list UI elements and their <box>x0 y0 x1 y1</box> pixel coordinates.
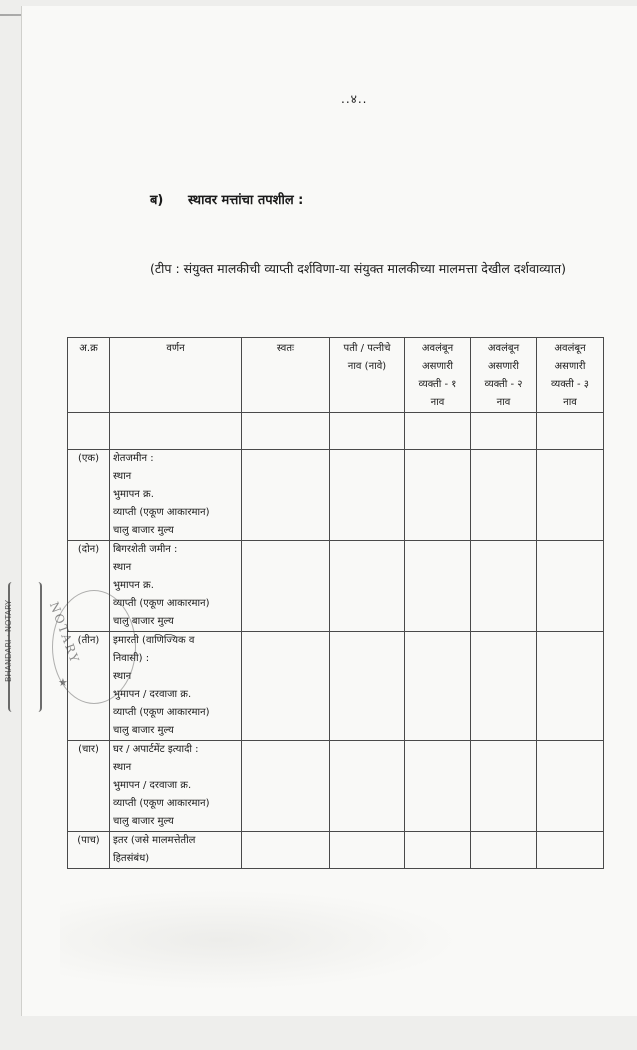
table-row <box>68 741 604 832</box>
table-cell <box>242 832 330 869</box>
star-icon: ★ <box>58 676 68 689</box>
notary-stamp-left-text: BHANDARI · NOTARY <box>4 600 13 682</box>
table-cell <box>405 413 471 450</box>
table-cell <box>471 741 537 832</box>
table-cell <box>330 413 405 450</box>
column-header <box>68 338 110 413</box>
description-line: निवासी) : <box>113 653 150 664</box>
table-cell <box>537 632 604 741</box>
column-header-line: असणारी <box>488 361 519 372</box>
table-cell <box>330 632 405 741</box>
table-cell <box>405 541 471 632</box>
section-mark: ब) <box>150 193 164 208</box>
table-cell <box>537 413 604 450</box>
table-row <box>68 541 604 632</box>
description-line: स्थान <box>113 471 132 482</box>
table-cell <box>330 832 405 869</box>
table-cell <box>68 413 110 450</box>
table-cell <box>471 541 537 632</box>
table-cell <box>330 450 405 541</box>
description-line: व्याप्ती (एकूण आकारमान) <box>113 598 210 609</box>
row-number: (दोन) <box>68 541 110 632</box>
column-header-line: नाव <box>563 397 577 408</box>
column-header-line: असणारी <box>422 361 453 372</box>
table-cell <box>471 832 537 869</box>
column-header-line: नाव <box>496 397 511 408</box>
column-header-line: नाव (नावे) <box>347 361 387 372</box>
immovable-assets-table <box>67 337 604 869</box>
description-line: भुमापन क्र. <box>113 580 154 591</box>
description-line: इतर (जसे मालमत्तेतील <box>113 835 196 846</box>
table-cell <box>537 450 604 541</box>
row-number: (पाच) <box>68 832 110 869</box>
row-description <box>110 832 242 869</box>
table-cell <box>330 541 405 632</box>
table-cell <box>537 741 604 832</box>
column-header <box>537 338 604 413</box>
column-header-line: व्यक्ती - ३ <box>550 379 590 390</box>
row-number: (तीन) <box>68 632 110 741</box>
description-line: स्थान <box>113 762 132 773</box>
table-cell <box>242 632 330 741</box>
column-header <box>242 338 330 413</box>
description-line: व्याप्ती (एकूण आकारमान) <box>113 507 210 518</box>
description-line: चालु बाजार मुल्य <box>113 525 174 536</box>
column-header-line: अवलंबून <box>487 343 520 354</box>
table-cell <box>405 450 471 541</box>
description-line: व्याप्ती (एकूण आकारमान) <box>113 707 210 718</box>
notary-stamp-circle-text: NOTARY <box>46 600 83 666</box>
description-line: भुमापन क्र. <box>113 489 154 500</box>
description-line: स्थान <box>113 562 132 573</box>
table-cell <box>405 632 471 741</box>
table-cell <box>537 541 604 632</box>
table-cell <box>110 413 242 450</box>
column-header-line: व्यक्ती - २ <box>484 379 523 390</box>
table-cell <box>242 741 330 832</box>
column-header-line: नाव <box>430 397 445 408</box>
table-cell <box>242 413 330 450</box>
description-line: घर / अपार्टमेंट इत्यादी : <box>113 744 199 755</box>
description-line: भुमापन / दरवाजा क्र. <box>113 689 192 700</box>
table-cell <box>405 741 471 832</box>
table-cell <box>471 450 537 541</box>
column-header-line: अ.क्र <box>79 343 98 354</box>
description-line: चालु बाजार मुल्य <box>113 616 174 627</box>
table-row <box>68 832 604 869</box>
note-text: (टीप : संयुक्त मालकीची व्याप्ती दर्शविणा-या संयुक्त मालकीच्या मालमत्ता देखील दर्शवाव्यात) <box>150 261 566 276</box>
column-header-line: वर्णन <box>166 343 185 354</box>
description-line: व्याप्ती (एकूण आकारमान) <box>113 798 210 809</box>
description-line: इमारती (वाणिज्यिक व <box>113 635 195 646</box>
table-cell <box>471 632 537 741</box>
page-number: ..४.. <box>341 92 368 106</box>
column-header-line: पती / पत्नीचे <box>343 343 391 354</box>
column-header <box>471 338 537 413</box>
column-header-line: अवलंबून <box>421 343 454 354</box>
table-row <box>68 632 604 741</box>
description-line: भुमापन / दरवाजा क्र. <box>113 780 192 791</box>
table-cell <box>330 741 405 832</box>
section-title: स्थावर मत्तांचा तपशील : <box>188 193 304 208</box>
row-number: (एक) <box>68 450 110 541</box>
column-header-line: अवलंबून <box>554 343 586 354</box>
column-header-line: व्यक्ती - १ <box>418 379 457 390</box>
column-header <box>405 338 471 413</box>
description-line: चालु बाजार मुल्य <box>113 816 174 827</box>
description-line: शेतजमीन : <box>113 453 154 464</box>
table-cell <box>405 832 471 869</box>
table-spacer-row <box>68 413 604 450</box>
scan-smudge <box>60 890 460 990</box>
column-header-line: असणारी <box>554 361 586 372</box>
table-cell <box>471 413 537 450</box>
table-cell <box>242 541 330 632</box>
row-description <box>110 741 242 832</box>
description-line: हितसंबंध) <box>113 853 150 864</box>
column-header-line: स्वतः <box>276 343 295 354</box>
row-description <box>110 450 242 541</box>
row-number: (चार) <box>68 741 110 832</box>
description-line: स्थान <box>113 671 132 682</box>
description-line: बिगरशेती जमीन : <box>113 544 178 555</box>
table-cell <box>537 832 604 869</box>
table-header-row <box>68 338 604 413</box>
column-header <box>330 338 405 413</box>
column-header <box>110 338 242 413</box>
table-row <box>68 450 604 541</box>
section-heading <box>150 190 303 208</box>
description-line: चालु बाजार मुल्य <box>113 725 174 736</box>
table-cell <box>242 450 330 541</box>
